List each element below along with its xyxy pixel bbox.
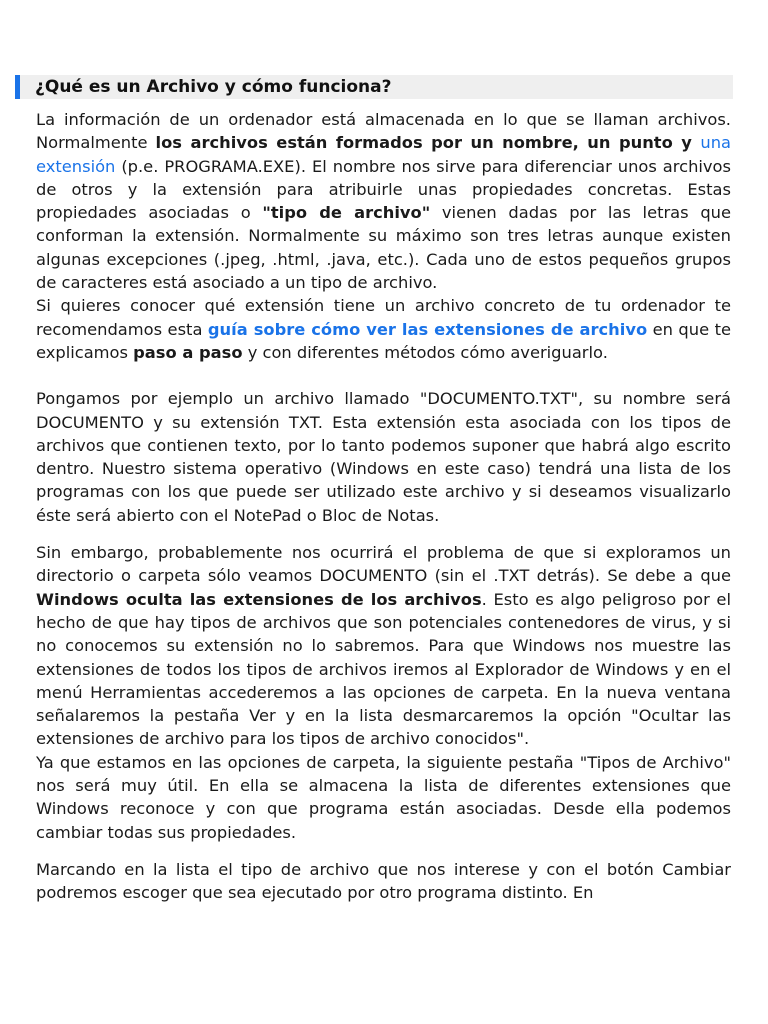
paragraph-intro	[36, 108, 731, 294]
text-run: (p.e. PROGRAMA.EXE). El nombre nos sirve para diferenciar unos archivos de otros y la extensión para atribuirle unas propiedades concretas. Estas propiedades asociadas o	[36, 156, 731, 223]
paragraph-file-types-tab	[36, 751, 731, 844]
text-run: vienen dadas por las letras que conforman la extensión. Normalmente su máximo son tres letras aunque existen algunas excepciones (.jpeg, .html, .java, etc.). Cada uno de estos pequeños grupos de caracteres está asociado a un tipo de archivo.	[36, 203, 731, 293]
text-run: Si quieres conocer qué extensión tiene un archivo concreto de tu ordenador te recomendamos esta	[36, 296, 731, 339]
paragraph-hidden-extensions	[36, 541, 731, 751]
text-run: en que te explicamos	[36, 319, 731, 362]
text-run: . Esto es algo peligroso por el hecho de que hay tipos de archivos que son potenciales contenedores de virus, y si no conocemos su extensión no lo sabremos. Para que Windows nos muestre las extensiones de todos los tipos de archivos iremos al Explorador de Windows y en el menú Herramientas accederemos a las opciones de carpeta. En la nueva ventana señalaremos la pestaña Ver y en la lista desmarcaremos la opción "Ocultar las extensiones de archivo para los tipos de archivo conocidos".	[36, 589, 731, 749]
bold-run: Windows oculta las extensiones de los archivos	[36, 589, 482, 609]
text-run: y con diferentes métodos cómo averiguarlo.	[242, 342, 608, 362]
paragraph-guide	[36, 294, 731, 364]
bold-run: "tipo de archivo"	[262, 203, 431, 223]
section-title: ¿Qué es un Archivo y cómo funciona?	[35, 77, 392, 97]
guide-link[interactable]: guía sobre cómo ver las extensiones de archivo	[207, 319, 648, 339]
heading-accent-bar	[15, 75, 20, 99]
paragraph-example	[36, 387, 731, 527]
text-run: Sin embargo, probablemente nos ocurrirá el problema de que si exploramos un directorio o carpeta sólo veamos DOCUMENTO (sin el .TXT detrás). Se debe a que	[36, 543, 731, 586]
bold-run: los archivos están formados por un nombre, un punto y	[155, 133, 701, 153]
text-run: Pongamos por ejemplo un archivo llamado "DOCUMENTO.TXT", su nombre será DOCUMENTO y su extensión TXT. Esta extensión esta asociada con los tipos de archivos que contienen texto, por lo tanto podemos suponer que habrá algo escrito dentro. Nuestro sistema operativo (Windows en este caso) tendrá una lista de los programas con los que puede ser utilizado este archivo y si deseamos visualizarlo éste será abierto con el NotePad o Bloc de Notas.	[36, 389, 731, 525]
section-heading	[15, 75, 733, 99]
bold-run: paso a paso	[133, 342, 243, 362]
text-run: Marcando en la lista el tipo de archivo que nos interese y con el botón Cambiar podremos escoger que sea ejecutado por otro programa distinto. En	[36, 859, 731, 903]
text-run: La información de un ordenador está almacenada en lo que se llaman archivos. Normalmente	[36, 110, 731, 153]
text-run: Ya que estamos en las opciones de carpeta, la siguiente pestaña "Tipos de Archivo" nos será muy útil. En ella se almacena la lista de diferentes extensiones que Windows reconoce y con que programa están asociadas. Desde ella podemos cambiar todas sus propiedades.	[36, 752, 731, 842]
paragraph-gap	[36, 527, 731, 541]
article-body	[36, 108, 731, 905]
paragraph-change-program	[36, 858, 731, 905]
extension-link[interactable]: una extensión	[36, 133, 731, 176]
paragraph-gap	[36, 364, 731, 387]
paragraph-gap	[36, 844, 731, 858]
